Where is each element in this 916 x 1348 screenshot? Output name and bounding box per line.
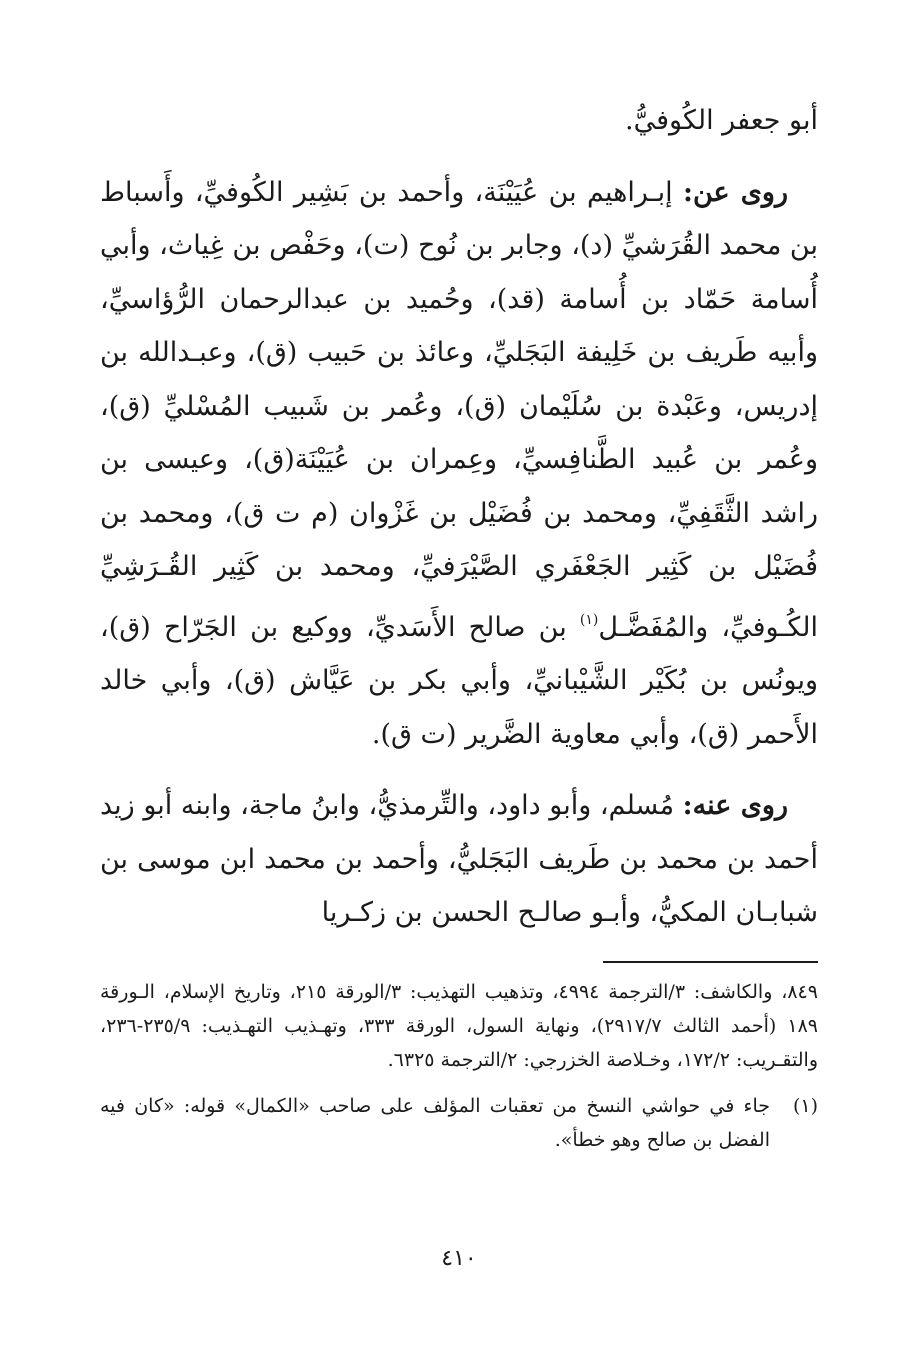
- paragraph-gap: [100, 148, 818, 166]
- narrated-by-text: مُسلم، وأبو داود، والتِّرمذيُّ، وابنُ ماجة، وابنه أبو زيد أحمد بن محمد بن طَريف البَجَليُّ، وأحمد بن محمد ابن موسى بن شبابـان المكيُّ، وأبـو صالـح الحسن بن زكـريا: [100, 790, 818, 928]
- intro-line: أبو جعفر الكُوفيُّ.: [625, 105, 818, 136]
- narrated-from-lead: روى عن:: [683, 176, 788, 208]
- main-text: [100, 94, 818, 940]
- footnote-1-text: جاء في حواشي النسخ من تعقبات المؤلف على صاحب «الكمال» قوله: «كان فيه الفضل بن صالح وهو خطأ».: [100, 1095, 770, 1151]
- footnote-sources: ٨٤٩، والكاشف: ٣/الترجمة ٤٩٩٤، وتذهيب التهذيب: ٣/الورقة ٢١٥، وتاريخ الإسلام، الـورقة ١٨٩ (أحمد الثالث ٢٩١٧/٧)، ونهاية السول، الورقة ٣٣٣، وتهـذيب التهـذيب: ٢٣٥/٩-٢٣٦، والتقـريب: ١٧٢/٢، وخـلاصة الخزرجي: ٢/الترجمة ٦٣٢٥.: [100, 981, 818, 1071]
- narrated-from-text-continued: بن صالح الأَسَديِّ، ووكيع بن الجَرّاح (ق)، ويونُس بن بُكَيْر الشَّيْبانيِّ، وأبي بكر بن عَيَّاش (ق)، وأبي خالد الأَحمر (ق)، وأبي معاوية الضَّرير (ت ق).: [100, 611, 818, 750]
- narrated-by-paragraph: [100, 779, 818, 940]
- footnote-1-number: (١): [792, 1095, 818, 1117]
- narrated-by-lead: روى عنه:: [682, 790, 788, 821]
- footnote-separator: [603, 961, 818, 963]
- footnote-1: [100, 1089, 818, 1157]
- footnotes: [100, 975, 818, 1157]
- page-number: ٤١٠: [441, 1246, 477, 1271]
- narrated-from-paragraph: [100, 166, 818, 762]
- narrated-from-text: إبـراهيم بن عُيَيْنَة، وأحمد بن بَشِير الكُوفيِّ، وأَسباط بن محمد القُرَشيِّ (د)، وجابر بن نُوح (ت)، وحَفْص بن غِياث، وأبي أُسامة حَمّاد بن أُسامة (قد)، وحُميد بن عبدالرحمان الرُّؤاسيِّ، وأبيه طَريف بن خَلِيفة البَجَليِّ، وعائذ بن حَبيب (ق)، وعبـدالله بن إدريس، وعَبْدة بن سُلَيْمان (ق)، وعُمر بن شَبيب المُسْليِّ (ق)، وعُمر بن عُبيد الطَّنافِسيِّ، وعِمران بن عُيَيْنَة(ق)، وعيسى بن راشد الثَّقَفِيِّ، ومحمد بن فُضَيْل بن غَزْوان (م ت ق)، ومحمد بن فُضَيْل بن كَثِير الجَعْفَري الصَّيْرَفيِّ، ومحمد بن كَثِير القُـرَشِيِّ الكُـوفيِّ، والمُفَضَّـل: [100, 176, 819, 643]
- footnote-marker[interactable]: (١): [579, 611, 599, 628]
- paragraph-gap: [100, 761, 818, 779]
- book-page: [100, 0, 818, 1348]
